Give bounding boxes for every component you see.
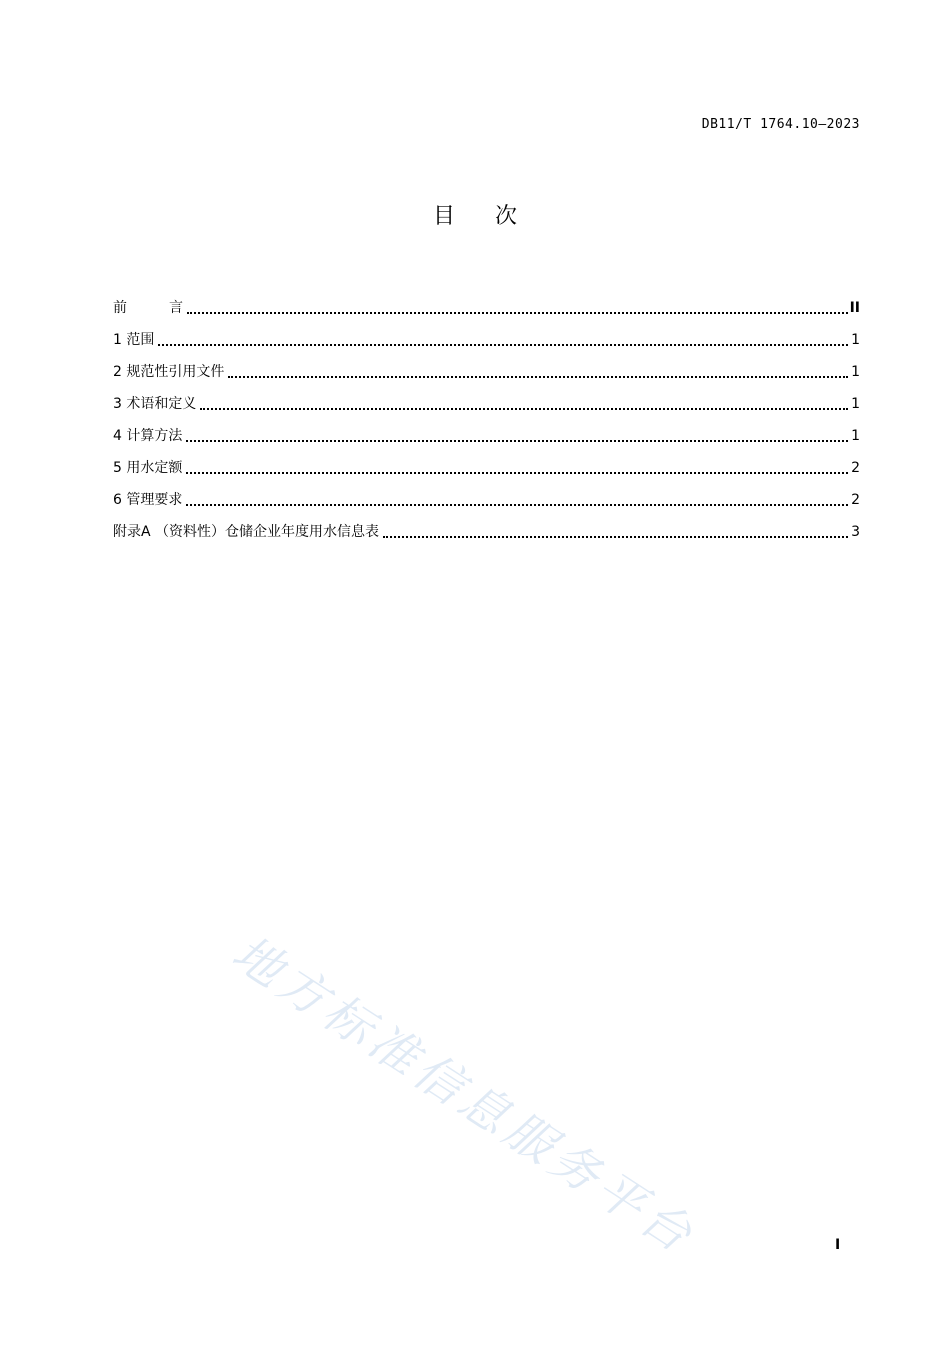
- toc-entry-normative-references[interactable]: [113, 351, 860, 383]
- watermark: 地方标准信息服务平台: [222, 924, 706, 1266]
- toc-entry-management-requirements[interactable]: [113, 479, 860, 511]
- toc-dot-leader: [158, 344, 848, 346]
- document-code: DB11/T 1764.10—2023: [701, 117, 860, 132]
- toc-title-char-2: 次: [495, 204, 518, 229]
- toc-entry-label: 3 术语和定义: [113, 396, 197, 412]
- toc-entry-page: 1: [851, 396, 860, 412]
- toc-entry-page: 2: [851, 492, 860, 508]
- toc-entry-page: 2: [851, 460, 860, 476]
- toc-entry-foreword[interactable]: [113, 287, 860, 319]
- toc-title: [0, 200, 950, 234]
- toc-entry-water-quota[interactable]: [113, 447, 860, 479]
- toc-entry-page: 1: [851, 364, 860, 380]
- toc-entry-label: 前 言: [113, 300, 183, 316]
- toc-dot-leader: [383, 536, 848, 538]
- toc-entry-label: 6 管理要求: [113, 492, 183, 508]
- toc-entry-label: 附录A （资料性）仓储企业年度用水信息表: [113, 524, 380, 540]
- toc-entry-page: 1: [851, 332, 860, 348]
- toc-entry-label: 4 计算方法: [113, 428, 183, 444]
- table-of-contents: [113, 287, 860, 543]
- toc-dot-leader: [200, 408, 848, 410]
- toc-dot-leader: [186, 504, 848, 506]
- toc-dot-leader: [186, 440, 848, 442]
- toc-entry-page: 3: [851, 524, 860, 540]
- toc-entry-page: 1: [851, 428, 860, 444]
- toc-entry-label: 1 范围: [113, 332, 155, 348]
- toc-dot-leader: [228, 376, 848, 378]
- toc-entry-terms-definitions[interactable]: [113, 383, 860, 415]
- toc-entry-page: II: [849, 300, 860, 316]
- toc-entry-scope[interactable]: [113, 319, 860, 351]
- toc-entry-label: 2 规范性引用文件: [113, 364, 225, 380]
- toc-dot-leader: [187, 312, 848, 314]
- toc-entry-label: 5 用水定额: [113, 460, 183, 476]
- toc-title-char-1: 目: [432, 204, 455, 229]
- toc-entry-appendix-a[interactable]: [113, 511, 860, 543]
- page-number: I: [835, 1237, 841, 1253]
- toc-dot-leader: [186, 472, 848, 474]
- toc-entry-calculation-method[interactable]: [113, 415, 860, 447]
